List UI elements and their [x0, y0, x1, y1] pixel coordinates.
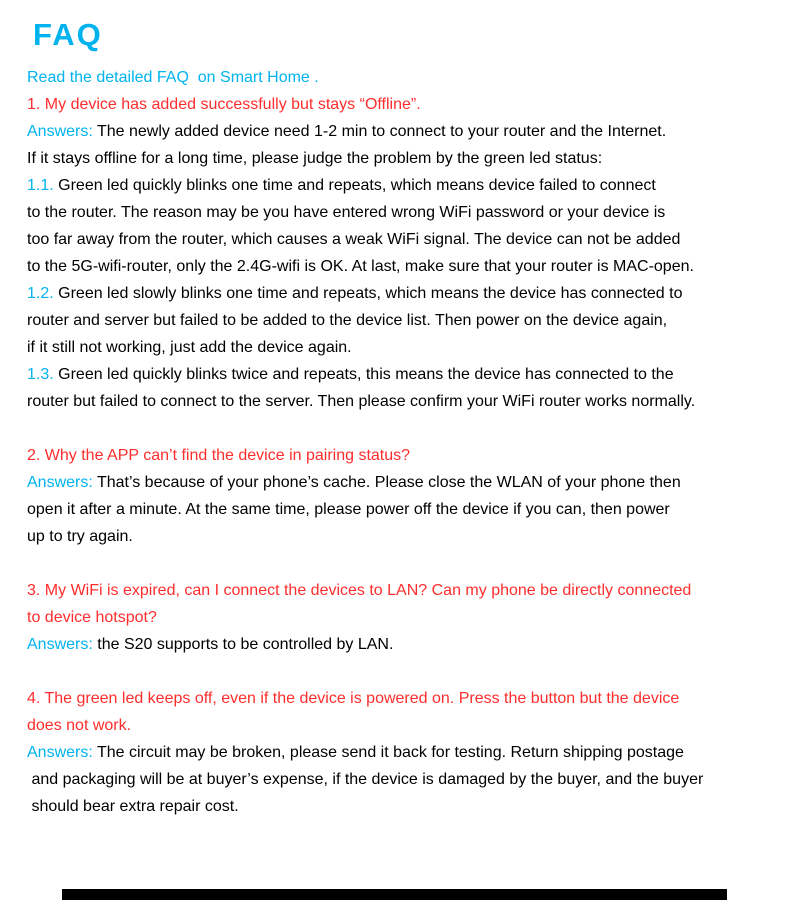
question-text: does not work. — [27, 717, 132, 734]
question-text: to device hotspot? — [27, 609, 157, 626]
answer-line — [27, 361, 784, 388]
answer-text: to the router. The reason may be you have entered wrong WiFi password or your device is — [27, 204, 666, 221]
faq-section-3 — [27, 577, 784, 658]
answer-line — [27, 199, 784, 226]
answer-line — [27, 334, 784, 361]
answer-line — [27, 226, 784, 253]
list-marker: 1.2. — [27, 285, 59, 302]
answer-text: The newly added device need 1-2 min to connect to your router and the Internet. — [96, 123, 667, 140]
answer-text: router but failed to connect to the server. Then please confirm your WiFi router works normally. — [27, 393, 696, 410]
answer-text: should bear extra repair cost. — [27, 798, 239, 815]
answer-line — [27, 253, 784, 280]
answer-text: up to try again. — [27, 528, 133, 545]
answer-line — [27, 118, 784, 145]
answer-text: Green led slowly blinks one time and repeats, which means the device has connected to — [58, 285, 683, 302]
answer-text: too far away from the router, which causes a weak WiFi signal. The device can not be added — [27, 231, 681, 248]
question-text: 4. The green led keeps off, even if the device is powered on. Press the button but the device — [27, 690, 680, 707]
answer-text: to the 5G-wifi-router, only the 2.4G-wifi is OK. At last, make sure that your router is MAC-open. — [27, 258, 694, 275]
question-line — [27, 91, 784, 118]
answer-text: That’s because of your phone’s cache. Please close the WLAN of your phone then — [96, 474, 681, 491]
answers-label: Answers: — [27, 636, 98, 653]
list-marker: 1.1. — [27, 177, 59, 194]
answer-text: router and server but failed to be added to the device list. Then power on the device again, — [27, 312, 668, 329]
answer-text: Green led quickly blinks one time and repeats, which means device failed to connect — [58, 177, 656, 194]
answer-text: the S20 supports to be controlled by LAN. — [97, 636, 394, 653]
answer-line — [27, 280, 784, 307]
answer-line — [27, 766, 784, 793]
answer-line — [27, 496, 784, 523]
faq-section-4 — [27, 685, 784, 820]
question-line — [27, 685, 784, 712]
intro-text: Read the detailed FAQ on Smart Home . — [27, 69, 319, 86]
answer-line — [27, 172, 784, 199]
faq-section-2 — [27, 442, 784, 550]
answer-line — [27, 469, 784, 496]
answers-label: Answers: — [27, 474, 97, 491]
answer-line — [27, 523, 784, 550]
answer-text: if it still not working, just add the device again. — [27, 339, 352, 356]
next-image-edge-bar — [62, 889, 727, 900]
list-marker: 1.3. — [27, 366, 59, 383]
answer-line — [27, 307, 784, 334]
answer-text: Green led quickly blinks twice and repeats, this means the device has connected to the — [58, 366, 674, 383]
question-text: 3. My WiFi is expired, can I connect the devices to LAN? Can my phone be directly connected — [27, 582, 692, 599]
answer-text: If it stays offline for a long time, please judge the problem by the green led status: — [27, 150, 603, 167]
question-text: 2. Why the APP can’t find the device in pairing status? — [27, 447, 411, 464]
answer-line — [27, 793, 784, 820]
answer-line — [27, 388, 784, 415]
question-line — [27, 577, 784, 604]
question-line — [27, 712, 784, 739]
answer-line — [27, 631, 784, 658]
answer-line — [27, 739, 784, 766]
answers-label: Answers: — [27, 744, 97, 761]
question-line — [27, 442, 784, 469]
answer-line — [27, 145, 784, 172]
faq-section-1 — [27, 91, 784, 415]
question-line — [27, 604, 784, 631]
answer-text: The circuit may be broken, please send it back for testing. Return shipping postage — [96, 744, 684, 761]
answers-label: Answers: — [27, 123, 97, 140]
question-text: 1. My device has added successfully but stays “Offline”. — [27, 96, 421, 113]
answer-text: open it after a minute. At the same time, please power off the device if you can, then power — [27, 501, 670, 518]
page-title: FAQ — [33, 17, 103, 52]
answer-text: and packaging will be at buyer’s expense, if the device is damaged by the buyer, and the buyer — [27, 771, 704, 788]
